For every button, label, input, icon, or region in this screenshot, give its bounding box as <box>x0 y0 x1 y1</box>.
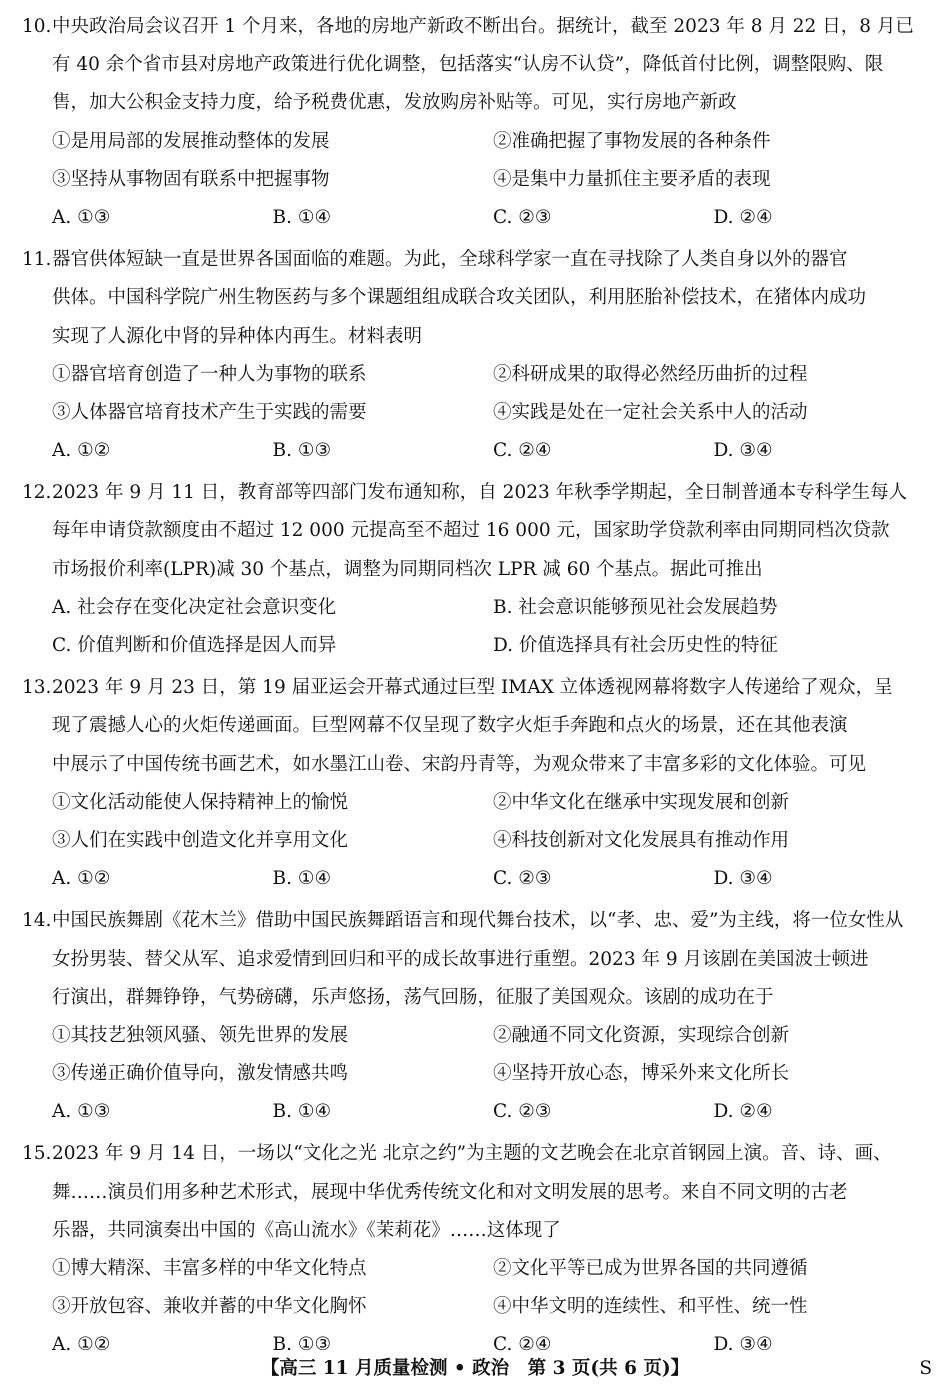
question-13 <box>22 669 934 898</box>
answer-choice: A. ①② <box>52 1334 111 1356</box>
question-stem-line: 舞……演员们用多种艺术形式，展现中华优秀传统文化和对文明发展的思考。来自不同文明的古老 <box>52 1181 848 1203</box>
answer-choice: D. ③④ <box>713 868 773 890</box>
question-10 <box>22 8 934 237</box>
question-number: 13. <box>22 677 52 699</box>
statement-option: ③开放包容、兼收并蓄的中华文化胸怀 <box>52 1296 367 1318</box>
question-stem-line: 乐器，共同演奏出中国的《高山流水》《茉莉花》……这体现了 <box>52 1219 561 1241</box>
exam-page <box>22 8 934 1369</box>
question-stem-line: 2023 年 9 月 11 日，教育部等四部门发布通知称，自 2023 年秋季学期起，全日制普通本专科学生每人 <box>52 482 908 504</box>
statement-option: ③人们在实践中创造文化并享用文化 <box>52 829 349 851</box>
question-14 <box>22 902 934 1131</box>
question-15 <box>22 1135 934 1364</box>
statement-option: ④实践是处在一定社会关系中人的活动 <box>493 401 808 423</box>
question-stem-line: 市场报价利率(LPR)减 30 个基点，调整为同期同档次 LPR 减 60 个基点。据此可推出 <box>52 558 763 580</box>
answer-choice: A. ①② <box>52 440 111 462</box>
statement-option: ②科研成果的取得必然经历曲折的过程 <box>493 363 808 385</box>
answer-choice: C. ②④ <box>493 1334 552 1356</box>
answer-choice: A. ①② <box>52 868 111 890</box>
question-stem-line: 中国民族舞剧《花木兰》借助中国民族舞蹈语言和现代舞台技术，以“孝、忠、爱”为主线，将一位女性从 <box>52 910 904 932</box>
question-number: 11. <box>22 249 52 271</box>
answer-choice: A. ①③ <box>52 206 111 228</box>
question-number: 15. <box>22 1143 52 1165</box>
statement-option: ③传递正确价值导向，激发情感共鸣 <box>52 1063 349 1085</box>
statement-option: ④坚持开放心态，博采外来文化所长 <box>493 1063 790 1085</box>
question-number: 14. <box>22 910 52 932</box>
answer-choice: B. ①④ <box>272 206 332 228</box>
statement-option: ①是用局部的发展推动整体的发展 <box>52 130 330 152</box>
answer-choice: B. ①③ <box>272 440 332 462</box>
question-stem-line: 售，加大公积金支持力度，给予税费优惠，发放购房补贴等。可见，实行房地产新政 <box>52 92 737 114</box>
statement-option: ①博大精深、丰富多样的中华文化特点 <box>52 1258 367 1279</box>
statement-option: ④是集中力量抓住主要矛盾的表现 <box>493 168 771 190</box>
statement-option: ④中华文明的连续性、和平性、统一性 <box>493 1296 808 1318</box>
statement-option: ②文化平等已成为世界各国的共同遵循 <box>493 1258 808 1279</box>
answer-choice: C. ②④ <box>493 440 552 462</box>
page-footer: 【高三 11 月质量检测 • 政治 第 3 页(共 6 页)】 <box>260 1358 690 1379</box>
answer-choice: B. ①④ <box>272 1101 332 1123</box>
question-stem-line: 2023 年 9 月 23 日，第 19 届亚运会开幕式通过巨型 IMAX 立体透视网幕将数字人传递给了观众，呈 <box>52 677 893 699</box>
question-stem-line: 每年申请贷款额度由不超过 12 000 元提高至不超过 16 000 元，国家助学贷款利率由同期同档次贷款 <box>52 520 890 542</box>
statement-option: ②中华文化在继承中实现发展和创新 <box>493 791 790 813</box>
answer-choice: D. ③④ <box>713 440 773 462</box>
statement-option: ②融通不同文化资源，实现综合创新 <box>493 1024 790 1046</box>
statement-option: ①文化活动能使人保持精神上的愉悦 <box>52 791 349 813</box>
answer-choice: D. ②④ <box>713 1101 773 1123</box>
statement-option: ④科技创新对文化发展具有推动作用 <box>493 829 790 851</box>
answer-choice: C. ②③ <box>493 1101 552 1123</box>
answer-choice: C. ②③ <box>493 868 552 890</box>
statement-option: ①其技艺独领风骚、领先世界的发展 <box>52 1024 349 1046</box>
question-stem-line: 实现了人源化中肾的异种体内再生。材料表明 <box>52 325 423 347</box>
question-number: 12. <box>22 482 52 504</box>
answer-choice: A. 社会存在变化决定社会意识变化 <box>52 596 337 618</box>
statement-option: ①器官培育创造了一种人为事物的联系 <box>52 363 367 385</box>
question-stem-line: 有 40 余个省市县对房地产政策进行优化调整，包括落实“认房不认贷”，降低首付比例，调整限购、限 <box>52 54 884 76</box>
answer-choice: B. 社会意识能够预见社会发展趋势 <box>493 596 778 618</box>
answer-choice: B. ①④ <box>272 868 332 890</box>
question-stem-line: 2023 年 9 月 14 日，一场以“文化之光 北京之约”为主题的文艺晚会在北京首钢园上演。音、诗、画、 <box>52 1143 892 1165</box>
answer-choice: A. ①③ <box>52 1101 111 1123</box>
answer-choice: D. ③④ <box>713 1334 773 1356</box>
statement-option: ②准确把握了事物发展的各种条件 <box>493 130 771 152</box>
answer-choice: C. 价值判断和价值选择是因人而异 <box>52 635 337 656</box>
statement-option: ③人体器官培育技术产生于实践的需要 <box>52 401 367 423</box>
question-stem-line: 行演出，群舞铮铮，气势磅礴，乐声悠扬，荡气回肠，征服了美国观众。该剧的成功在于 <box>52 986 774 1008</box>
answer-choice: C. ②③ <box>493 206 552 228</box>
answer-choice: D. ②④ <box>713 206 773 228</box>
question-number: 10. <box>22 16 52 37</box>
question-stem-line: 供体。中国科学院广州生物医药与多个课题组组成联合攻关团队，利用胚胎补偿技术，在猪体内成功 <box>52 287 867 309</box>
question-stem-line: 现了震撼人心的火炬传递画面。巨型网幕不仅呈现了数字火炬手奔跑和点火的场景，还在其他表演 <box>52 715 848 737</box>
question-12 <box>22 474 934 665</box>
question-stem-line: 器官供体短缺一直是世界各国面临的难题。为此，全球科学家一直在寻找除了人类自身以外的器官 <box>52 249 848 271</box>
question-11 <box>22 241 934 470</box>
question-stem-line: 中展示了中国传统书画艺术，如水墨江山卷、宋韵丹青等，为观众带来了丰富多彩的文化体验。可见 <box>52 753 867 775</box>
answer-choice: B. ①③ <box>272 1334 332 1356</box>
corner-mark: S <box>919 1358 932 1379</box>
question-stem-line: 女扮男装、替父从军、追求爱情到回归和平的成长故事进行重塑。2023 年 9 月该剧在美国波士顿进 <box>52 948 869 970</box>
question-stem-line: 中央政治局会议召开 1 个月来，各地的房地产新政不断出台。据统计，截至 2023 年 8 月 22 日，8 月已 <box>52 16 914 37</box>
answer-choice: D. 价值选择具有社会历史性的特征 <box>493 635 778 656</box>
statement-option: ③坚持从事物固有联系中把握事物 <box>52 168 330 190</box>
